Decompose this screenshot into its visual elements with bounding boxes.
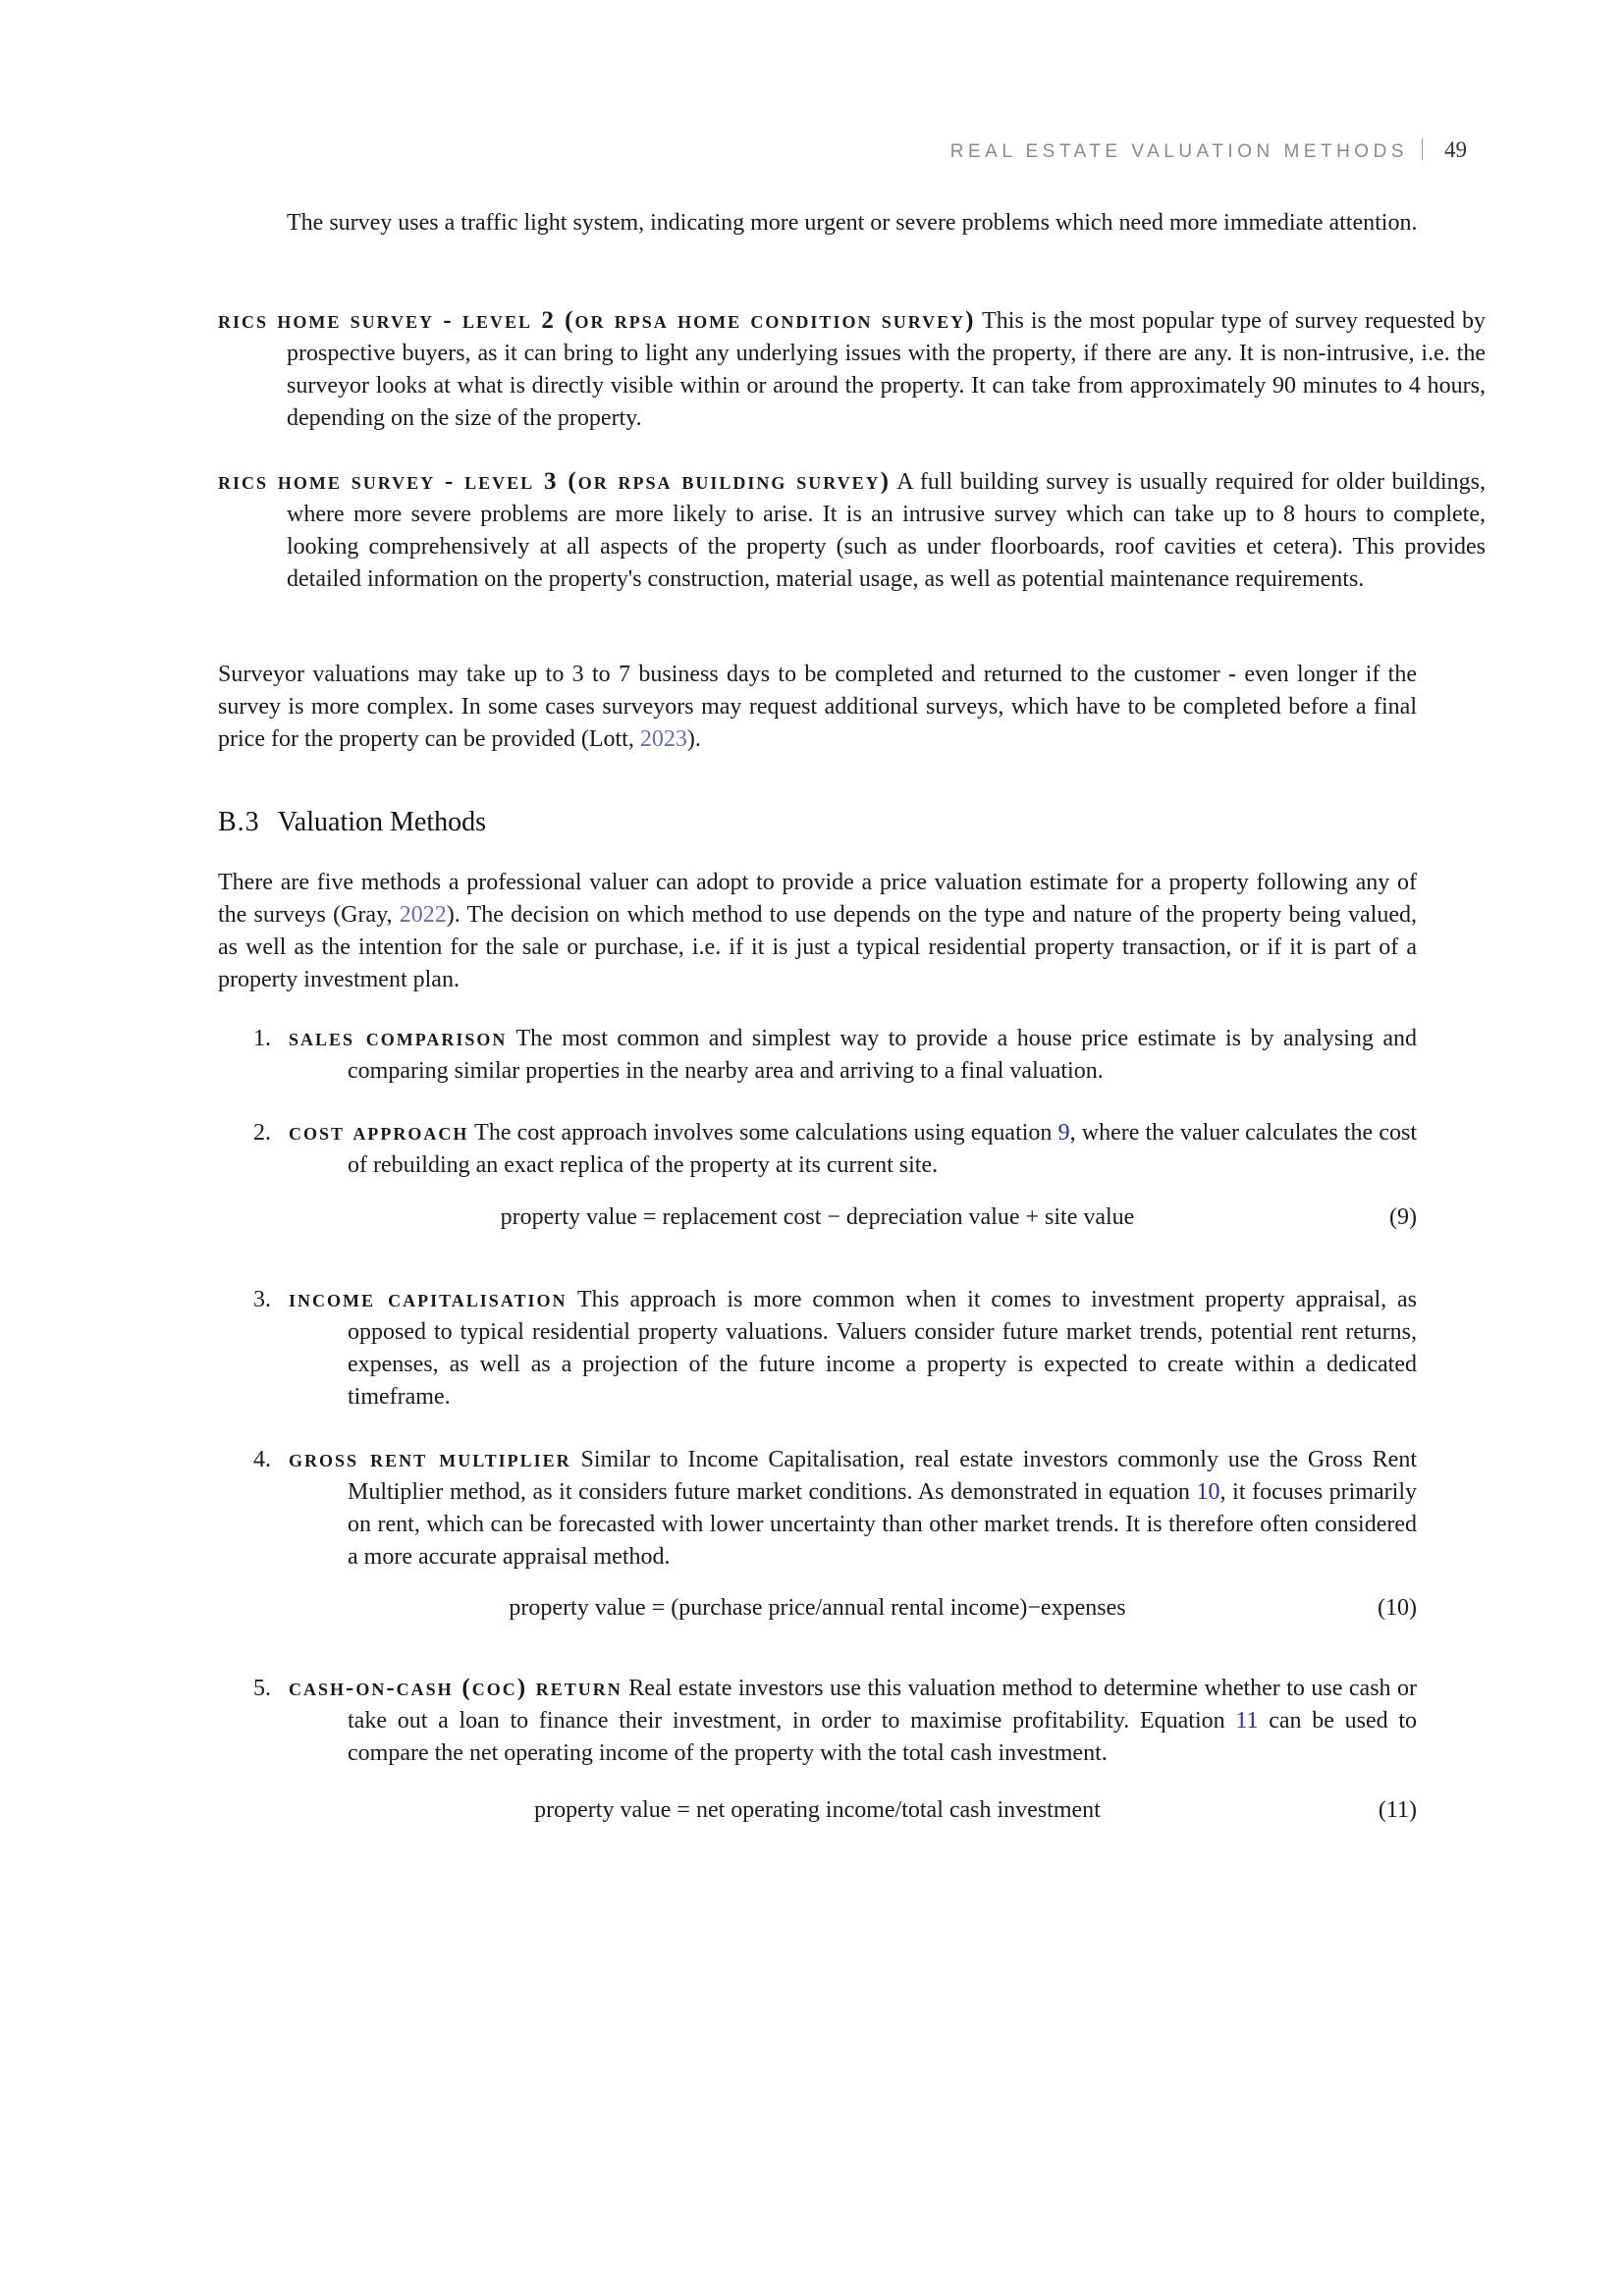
methods-list-item — [253, 1022, 1417, 1088]
equation-10 — [218, 1592, 1417, 1625]
list-marker: 3. — [253, 1287, 271, 1312]
section-heading — [218, 806, 486, 838]
methods-list-item — [253, 1116, 1417, 1182]
survey-level2-text: This is the most popular type of survey requested by prospective buyers, as it can bring to light any underlying issues with the property, if there are any. It is non-intrusive, i.e. the surveyor looks at what is directly visible within or around the property. It can take from approximately 90 minutes to 4 hours, depending on the size of the property. — [287, 308, 1486, 431]
survey-level3-text: A full building survey is usually required for older buildings, where more severe problems are more likely to arise. It is an intrusive survey which can take up to 8 hours to complete, looking comprehensively at all aspects of the property (such as under floorboards, roof cavities et cetera). This provides detailed information on the property's construction, material usage, as well as potential maintenance requirements. — [287, 469, 1486, 592]
method-term: cost approach — [289, 1119, 469, 1146]
method-text: The most common and simplest way to provide a house price estimate is by analysing and comparing similar properties in the nearby area and arriving to a final valuation. — [348, 1026, 1417, 1084]
list-marker: 4. — [253, 1447, 271, 1472]
equation-tag: (10) — [1378, 1595, 1417, 1621]
section-title: Valuation Methods — [277, 807, 486, 837]
survey-level2-term: rics home survey - level 2 (or rpsa home condition survey) — [218, 307, 976, 334]
method-text: Similar to Income Capitalisation, real estate investors commonly use the Gross Rent Multiplier method, as it considers future market conditions. As demonstrated in equation — [348, 1447, 1418, 1505]
methods-intro-paragraph — [218, 867, 1417, 996]
header-separator — [1422, 138, 1423, 160]
equation-ref-9[interactable]: 9 — [1057, 1120, 1070, 1146]
method-term: cash-on-cash (coc) return — [289, 1675, 623, 1701]
method-text: This approach is more common when it comes to investment property appraisal, as opposed to typical residential property valuations. Valuers consider future market trends, potential rent returns, expenses, as well as a projection of the future income a property is expected to create within a dedicated timeframe. — [348, 1287, 1417, 1410]
section-number: B.3 — [218, 807, 260, 837]
list-item — [253, 1022, 1417, 1088]
surveyor-paragraph — [218, 659, 1417, 756]
page-number: 49 — [1444, 137, 1467, 162]
list-item — [253, 1116, 1417, 1182]
intro-text: The survey uses a traffic light system, indicating more urgent or severe problems which need more immediate attention. — [287, 210, 1418, 236]
equation-tag: (9) — [1389, 1204, 1417, 1230]
equation-11 — [218, 1794, 1417, 1827]
list-marker: 1. — [253, 1026, 271, 1051]
list-item — [253, 1283, 1417, 1414]
list-marker: 5. — [253, 1676, 271, 1701]
citation-gray-year[interactable]: 2022 — [399, 902, 447, 928]
equation-ref-11[interactable]: 11 — [1235, 1708, 1259, 1734]
survey-level3-entry — [218, 465, 1486, 596]
survey-level3-term: rics home survey - level 3 (or rpsa building survey) — [218, 468, 891, 495]
citation-lott-year[interactable]: 2023 — [639, 726, 687, 752]
method-term: income capitalisation — [289, 1286, 568, 1312]
equation-body: property value = replacement cost − depreciation value + site value — [500, 1204, 1135, 1230]
survey-level2-entry — [218, 304, 1486, 435]
surveyor-text-before: Surveyor valuations may take up to 3 to 7 business days to be completed and returned to the customer - even longer if the survey is more complex. In some cases surveyors may request additional surveys, which have to be completed before a final price for the property can be provided (Lott, — [218, 662, 1417, 752]
methods-list-item — [253, 1443, 1417, 1574]
equation-body: property value = (purchase price/annual rental income)−expenses — [509, 1595, 1126, 1621]
equation-tag: (11) — [1378, 1797, 1417, 1823]
list-marker: 2. — [253, 1120, 271, 1146]
method-text: , it focuses primarily on rent, which can be forecasted with lower uncertainty than other market trends. It is therefore often considered a more accurate appraisal method. — [348, 1479, 1417, 1570]
methods-intro-after: ). The decision on which method to use depends on the type and nature of the property being valued, as well as the intention for the sale or purchase, i.e. if it is just a typical residential property transaction, or if it is part of a property investment plan. — [218, 902, 1417, 992]
method-term: gross rent multiplier — [289, 1446, 571, 1472]
running-title: REAL ESTATE VALUATION METHODS — [949, 141, 1408, 162]
list-item — [253, 1443, 1417, 1574]
surveyor-text-after: ). — [686, 726, 701, 752]
intro-paragraph — [218, 207, 1486, 240]
running-header — [950, 133, 1467, 168]
method-term: sales comparison — [289, 1025, 508, 1051]
list-item — [253, 1672, 1417, 1770]
equation-9 — [218, 1201, 1417, 1234]
method-text: , where the valuer calculates the cost of rebuilding an exact replica of the property at its current site. — [348, 1120, 1418, 1178]
method-text: can be used to compare the net operating income of the property with the total cash investment. — [348, 1708, 1418, 1766]
method-text: Real estate investors use this valuation method to determine whether to use cash or take out a loan to finance their investment, in order to maximise profitability. Equation — [348, 1676, 1418, 1734]
methods-intro-before: There are five methods a professional valuer can adopt to provide a price valuation estimate for a property following any of the surveys (Gray, — [218, 870, 1417, 928]
methods-list-item — [253, 1283, 1417, 1414]
equation-ref-10[interactable]: 10 — [1196, 1479, 1220, 1505]
equation-body: property value = net operating income/total cash investment — [534, 1797, 1101, 1823]
methods-list-item — [253, 1672, 1417, 1770]
method-text: The cost approach involves some calculations using equation — [474, 1120, 1058, 1146]
